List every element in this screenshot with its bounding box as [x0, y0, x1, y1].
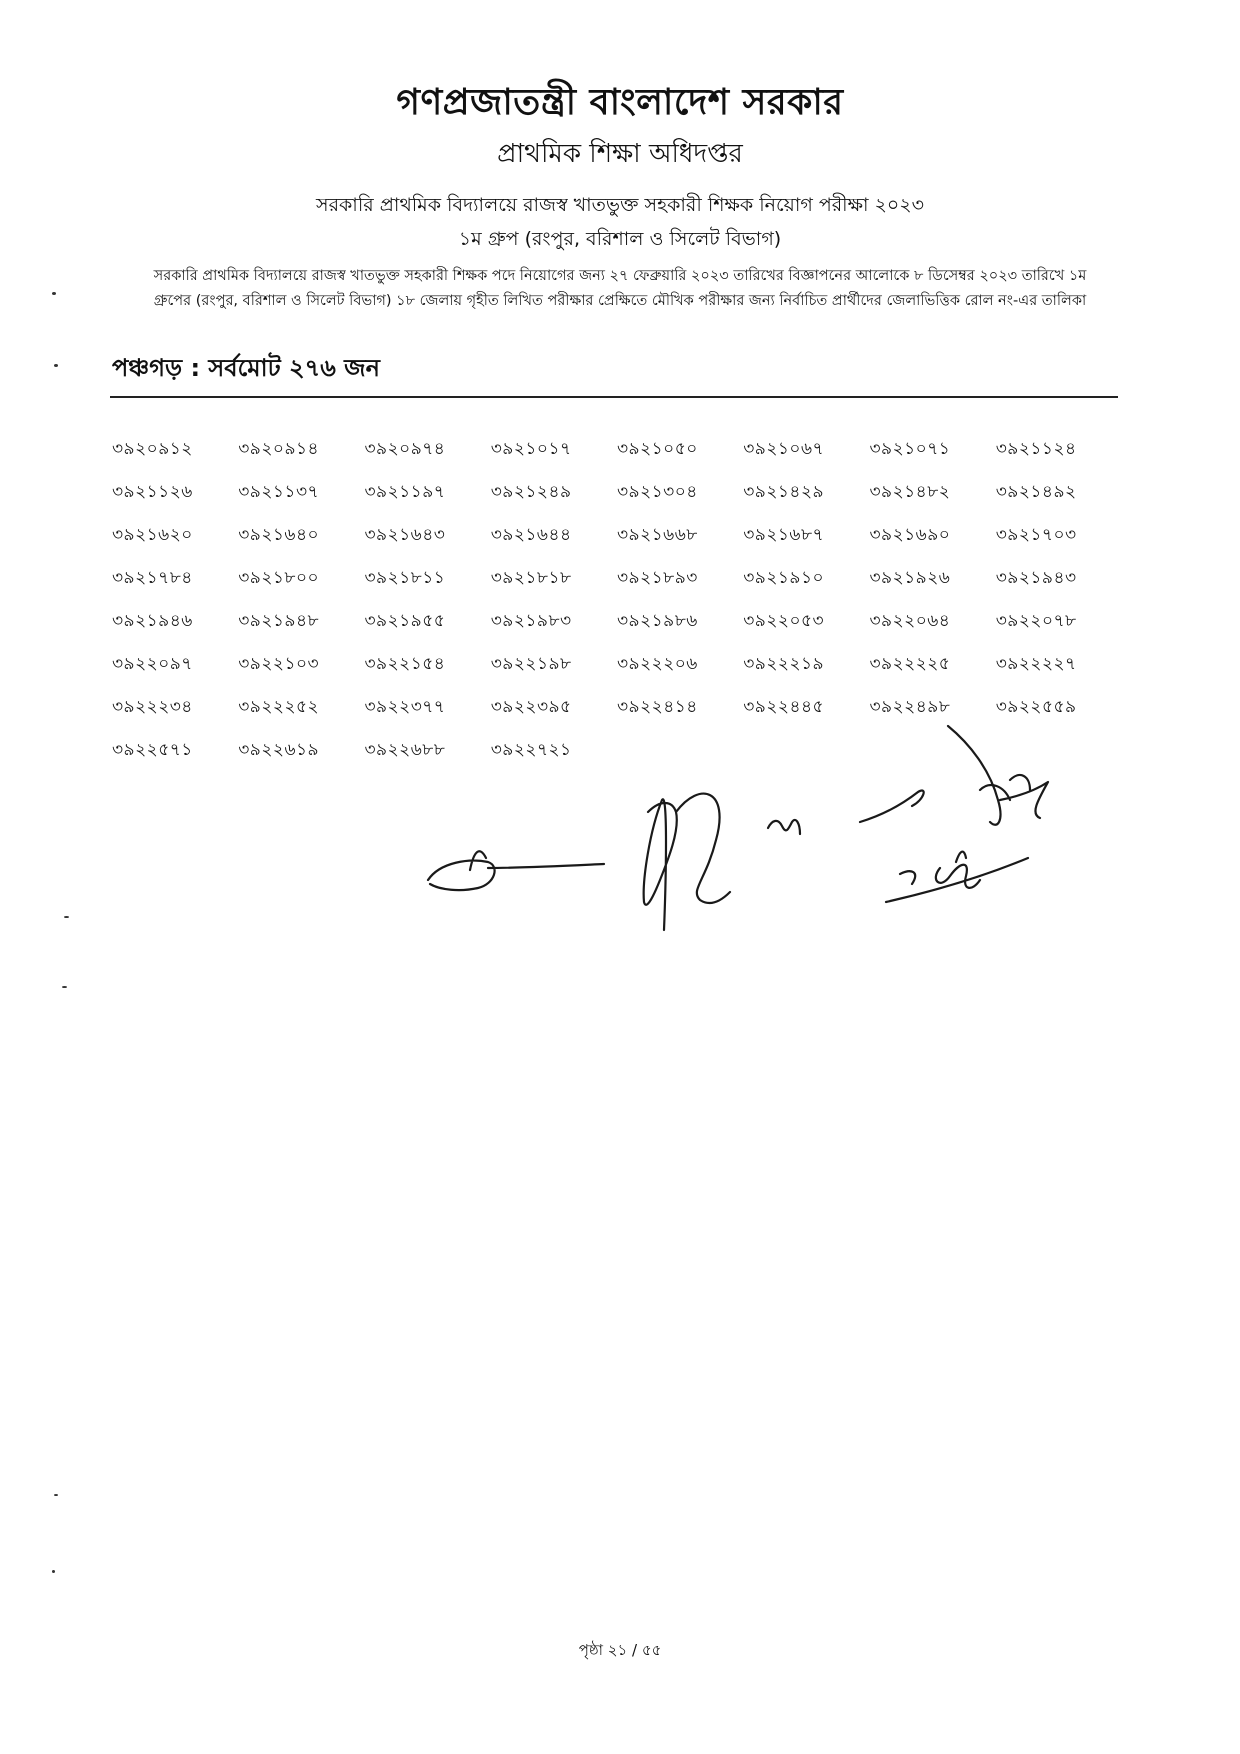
roll-number: ৩৯২১৭০৩	[995, 525, 1077, 545]
roll-number: ৩৯২২২৫২	[238, 697, 320, 717]
roll-number: ৩৯২২২২৫	[869, 654, 951, 674]
scan-speck	[54, 1494, 58, 1496]
roll-number: ৩৯২১১২৪	[995, 439, 1077, 459]
group-title: ১ম গ্রুপ (রংপুর, বরিশাল ও সিলেট বিভাগ)	[458, 228, 782, 250]
roll-number: ৩৯২১৩০৪	[617, 482, 698, 502]
roll-number: ৩৯২১২৪৯	[490, 482, 572, 502]
roll-number: ৩৯২২৫৫৯	[995, 697, 1077, 717]
exam-title: সরকারি প্রাথমিক বিদ্যালয়ে রাজস্ব খাতভুক্ত সহকারী শিক্ষক নিয়োগ পরীক্ষা ২০২৩	[316, 194, 924, 216]
roll-number: ৩৯২২৪৪৫	[743, 697, 825, 717]
roll-number: ৩৯২২৫৭১	[112, 740, 193, 760]
roll-number: ৩৯২১৯৪৩	[995, 568, 1077, 588]
roll-number: ৩৯২২৪৯৮	[869, 697, 951, 717]
signature-2	[644, 794, 730, 930]
roll-number: ৩৯২০৯১২	[112, 439, 193, 459]
roll-number: ৩৯২২২৩৪	[112, 697, 193, 717]
roll-number: ৩৯২১৪৯২	[995, 482, 1077, 502]
roll-number: ৩৯২২৬১৯	[238, 740, 320, 760]
roll-number: ৩৯২১৯৫৫	[364, 611, 446, 631]
document-header	[0, 78, 1240, 314]
roll-number: ৩৯২২০৫৩	[743, 611, 825, 631]
roll-number: ৩৯২২৩৭৭	[364, 697, 446, 717]
roll-number: ৩৯২২০৯৭	[112, 654, 193, 674]
government-title: গণপ্রজাতন্ত্রী বাংলাদেশ সরকার	[396, 82, 844, 123]
roll-number: ৩৯২২০৭৮	[995, 611, 1077, 631]
roll-number: ৩৯২১৬২০	[112, 525, 193, 545]
roll-number: ৩৯২০৯১৪	[238, 439, 320, 459]
roll-number: ৩৯২২০৬৪	[869, 611, 951, 631]
roll-number: ৩৯২১৮৯৩	[617, 568, 698, 588]
roll-number: ৩৯২২২০৬	[617, 654, 698, 674]
roll-number: ৩৯২১৭৮৪	[112, 568, 193, 588]
signature-1	[428, 851, 604, 890]
roll-number: ৩৯২১০১৭	[490, 439, 572, 459]
divider-line	[110, 396, 1118, 398]
roll-number: ৩৯২১৬৪৪	[490, 525, 572, 545]
roll-number: ৩৯২২৩৯৫	[490, 697, 572, 717]
directorate-title: প্রাথমিক শিক্ষা অধিদপ্তর	[497, 139, 743, 169]
signature-6	[886, 852, 1028, 902]
roll-number: ৩৯২১৯১০	[743, 568, 825, 588]
roll-number: ৩৯২১৬৯০	[869, 525, 951, 545]
scan-speck	[52, 1570, 55, 1573]
scan-speck	[62, 986, 67, 988]
roll-number: ৩৯২২১৫৪	[364, 654, 446, 674]
roll-number: ৩৯২২৪১৪	[617, 697, 698, 717]
roll-number: ৩৯২১৯৮৩	[490, 611, 572, 631]
roll-number: ৩৯২১১৯৭	[364, 482, 446, 502]
roll-number: ৩৯২১৯৮৬	[617, 611, 698, 631]
roll-number-list	[112, 428, 1122, 772]
roll-number: ৩৯২২১০৩	[238, 654, 320, 674]
roll-number: ৩৯২১৮০০	[238, 568, 320, 588]
scan-speck	[52, 292, 56, 295]
roll-number: ৩৯২১৮১১	[364, 568, 446, 588]
notice-text: সরকারি প্রাথমিক বিদ্যালয়ে রাজস্ব খাতভুক্ত সহকারী শিক্ষক পদে নিয়োগের জন্য ২৭ ফেব্রুয়ারি ২০২৩ তারিখের বিজ্ঞাপনের আলোকে ৮ ডিসেম্বর ২০২৩ তারিখে ১ম গ্রুপের (রংপুর, বরিশাল ও সিলেট বিভাগ) ১৮ জেলায় গৃহীত লিখিত পরীক্ষার প্রেক্ষিতে মৌখিক পরীক্ষার জন্য নির্বাচিত প্রার্থীদের জেলাভিত্তিক রোল নং-এর তালিকা	[153, 268, 1087, 309]
roll-number: ৩৯২১৪৮২	[869, 482, 951, 502]
roll-number: ৩৯২১১৩৭	[238, 482, 320, 502]
roll-number: ৩৯২২৭২১	[490, 740, 572, 760]
scan-speck	[64, 916, 69, 918]
roll-number: ৩৯২১৪২৯	[743, 482, 825, 502]
roll-number: ৩৯২১৯২৬	[869, 568, 951, 588]
roll-number: ৩৯২১৯৪৬	[112, 611, 193, 631]
district-heading: পঞ্চগড় : সর্বমোট ২৭৬ জন	[112, 354, 380, 382]
roll-number: ৩৯২১৬৪৩	[364, 525, 446, 545]
signature-4	[860, 791, 924, 822]
scan-speck	[54, 364, 58, 367]
roll-number: ৩৯২১০৬৭	[743, 439, 825, 459]
roll-number: ৩৯২১৮১৮	[490, 568, 572, 588]
roll-number: ৩৯২১১২৬	[112, 482, 193, 502]
roll-number: ৩৯২২২২৭	[995, 654, 1077, 674]
roll-number: ৩৯২১৬৮৭	[743, 525, 825, 545]
roll-number: ৩৯২২১৯৮	[490, 654, 572, 674]
roll-number: ৩৯২২২১৯	[743, 654, 825, 674]
page-number: পৃষ্ঠা ২১ / ৫৫	[578, 1641, 662, 1659]
roll-number: ৩৯২১০৫০	[617, 439, 698, 459]
roll-number: ৩৯২১০৭১	[869, 439, 951, 459]
roll-number: ৩৯২১৯৪৮	[238, 611, 320, 631]
signature-3	[768, 820, 800, 834]
roll-number: ৩৯২০৯৭৪	[364, 439, 446, 459]
roll-number: ৩৯২১৬৬৮	[617, 525, 698, 545]
roll-number: ৩৯২২৬৮৮	[364, 740, 446, 760]
roll-number: ৩৯২১৬৪০	[238, 525, 320, 545]
